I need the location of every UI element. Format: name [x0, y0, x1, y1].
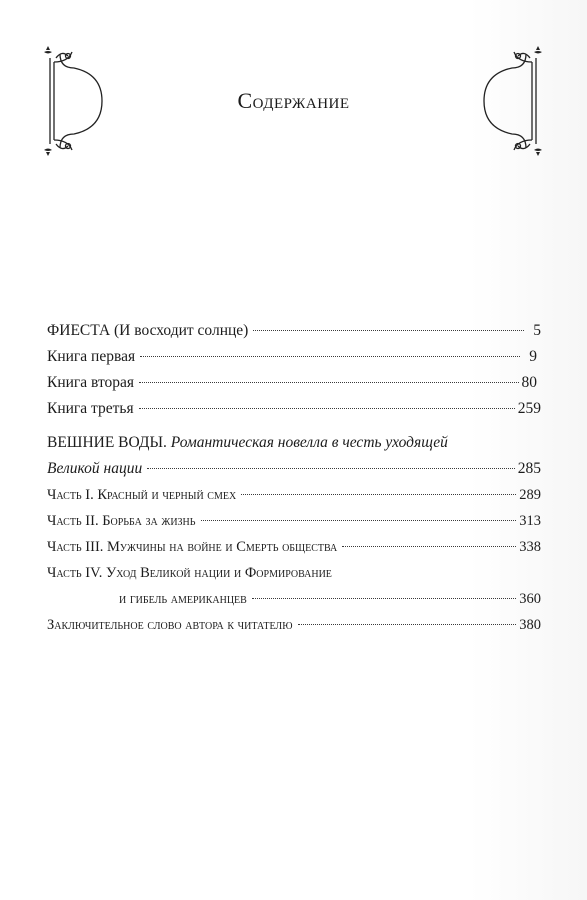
toc-entry-book-one[interactable] — [47, 344, 541, 370]
toc-page-number: 9 — [529, 348, 537, 365]
toc-leader-dots — [139, 408, 515, 409]
table-of-contents — [47, 318, 541, 638]
page-title: Содержание — [237, 88, 350, 113]
toc-leader-dots — [298, 624, 517, 625]
toc-page-number: 80 — [521, 374, 537, 391]
toc-entry-label: Часть IV. Уход Великой нации и Формирование — [47, 565, 332, 581]
toc-entry-part-four-line-1[interactable] — [47, 560, 541, 586]
toc-entry-label: ФИЕСТА (И восходит солнце) — [47, 322, 249, 339]
toc-page-number: 380 — [519, 617, 541, 633]
toc-leader-dots — [253, 330, 524, 331]
toc-page-number: 338 — [519, 539, 541, 555]
toc-page-number: 289 — [519, 487, 541, 503]
toc-page-number: 285 — [517, 460, 541, 477]
toc-leader-dots — [342, 546, 516, 547]
toc-leader-dots — [139, 382, 518, 383]
toc-page-number: 313 — [519, 513, 541, 529]
toc-entry-label-cont: и гибель американцев — [119, 591, 247, 607]
toc-entry-book-two[interactable] — [47, 370, 541, 396]
toc-entry-book-three[interactable] — [47, 396, 541, 422]
toc-page-number: 259 — [517, 400, 541, 417]
toc-entry-subtitle-cont: Великой нации — [47, 460, 143, 477]
toc-entry-part-four[interactable] — [47, 586, 541, 612]
toc-entry-label: Часть III. Мужчины на войне и Смерть общества — [47, 539, 338, 555]
toc-entry-subtitle: Романтическая новелла в честь уходящей — [170, 434, 448, 451]
toc-leader-dots — [140, 356, 520, 357]
toc-entry-label: Книга вторая — [47, 374, 135, 391]
toc-entry-label: Книга первая — [47, 348, 136, 365]
toc-entry-label: Заключительное слово автора к читателю — [47, 617, 293, 633]
toc-entry-part-two[interactable] — [47, 508, 541, 534]
toc-entry-spring-waters[interactable] — [47, 456, 541, 482]
toc-entry-label: Книга третья — [47, 400, 134, 417]
toc-leader-dots — [241, 494, 516, 495]
toc-entry-fiesta[interactable] — [47, 318, 541, 344]
toc-entry-label: ВЕШНИЕ ВОДЫ. — [47, 434, 167, 451]
toc-page-number: 5 — [533, 322, 541, 339]
toc-page-number: 360 — [519, 591, 541, 607]
toc-entry-label: Часть II. Борьба за жизнь — [47, 513, 196, 529]
toc-leader-dots — [147, 468, 515, 469]
toc-entry-label: Часть I. Красный и черный смех — [47, 487, 237, 503]
toc-entry-afterword[interactable] — [47, 612, 541, 638]
toc-leader-dots — [252, 598, 516, 599]
toc-entry-spring-waters-line-1[interactable] — [47, 430, 541, 456]
toc-entry-part-three[interactable] — [47, 534, 541, 560]
toc-leader-dots — [201, 520, 517, 521]
toc-entry-part-one[interactable] — [47, 482, 541, 508]
